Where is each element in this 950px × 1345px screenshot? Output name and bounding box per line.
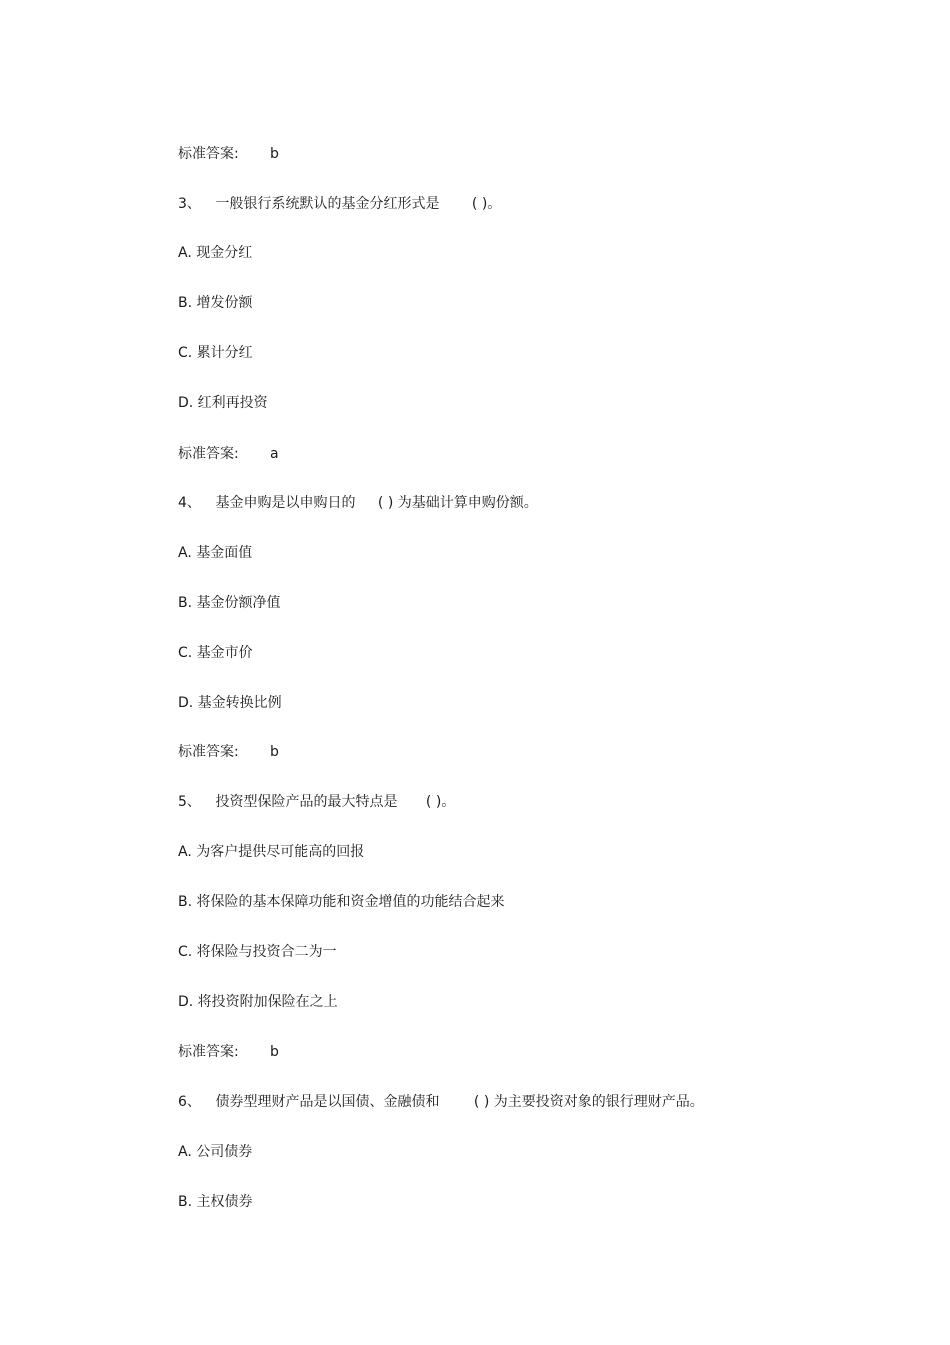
answer-value: a <box>270 446 279 462</box>
option-c: C. 将保险与投资合二为一 <box>178 944 337 960</box>
question-number: 3、 <box>178 196 201 212</box>
question-stem: 债券型理财产品是以国债、金融债和 <box>215 1094 440 1110</box>
option-c: C. 累计分红 <box>178 345 253 361</box>
option-a: A. 现金分红 <box>178 245 253 261</box>
question-blank: ( )。 <box>425 794 456 810</box>
question-4 <box>178 494 538 512</box>
option-c: C. 基金市价 <box>178 645 253 661</box>
question-number: 5、 <box>178 794 201 810</box>
question-6 <box>178 1093 704 1111</box>
question-stem: 投资型保险产品的最大特点是 <box>215 794 398 810</box>
answer-line <box>178 445 279 463</box>
answer-label: 标准答案: <box>178 744 239 760</box>
question-3 <box>178 195 501 213</box>
answer-label: 标准答案: <box>178 146 239 162</box>
question-5 <box>178 793 455 811</box>
answer-value: b <box>270 744 279 760</box>
answer-line <box>178 743 279 761</box>
question-stem: 基金申购是以申购日的 <box>215 495 356 511</box>
option-d: D. 基金转换比例 <box>178 695 282 711</box>
question-blank: ( )。 <box>471 196 502 212</box>
option-b: B. 增发份额 <box>178 295 253 311</box>
question-stem: 一般银行系统默认的基金分红形式是 <box>215 196 440 212</box>
question-blank: ( ) 为基础计算申购份额。 <box>377 495 538 511</box>
option-a: A. 为客户提供尽可能高的回报 <box>178 844 365 860</box>
option-d: D. 将投资附加保险在之上 <box>178 994 338 1010</box>
option-a: A. 公司债券 <box>178 1144 253 1160</box>
option-a: A. 基金面值 <box>178 545 253 561</box>
option-b: B. 主权债券 <box>178 1194 253 1210</box>
option-b: B. 将保险的基本保障功能和资金增值的功能结合起来 <box>178 894 505 910</box>
question-number: 6、 <box>178 1094 201 1110</box>
answer-value: b <box>270 1044 279 1060</box>
question-number: 4、 <box>178 495 201 511</box>
option-b: B. 基金份额净值 <box>178 595 281 611</box>
answer-line <box>178 1043 279 1061</box>
answer-label: 标准答案: <box>178 446 239 462</box>
answer-value: b <box>270 146 279 162</box>
answer-line <box>178 145 279 163</box>
option-d: D. 红利再投资 <box>178 395 268 411</box>
question-blank: ( ) 为主要投资对象的银行理财产品。 <box>473 1094 704 1110</box>
answer-label: 标准答案: <box>178 1044 239 1060</box>
